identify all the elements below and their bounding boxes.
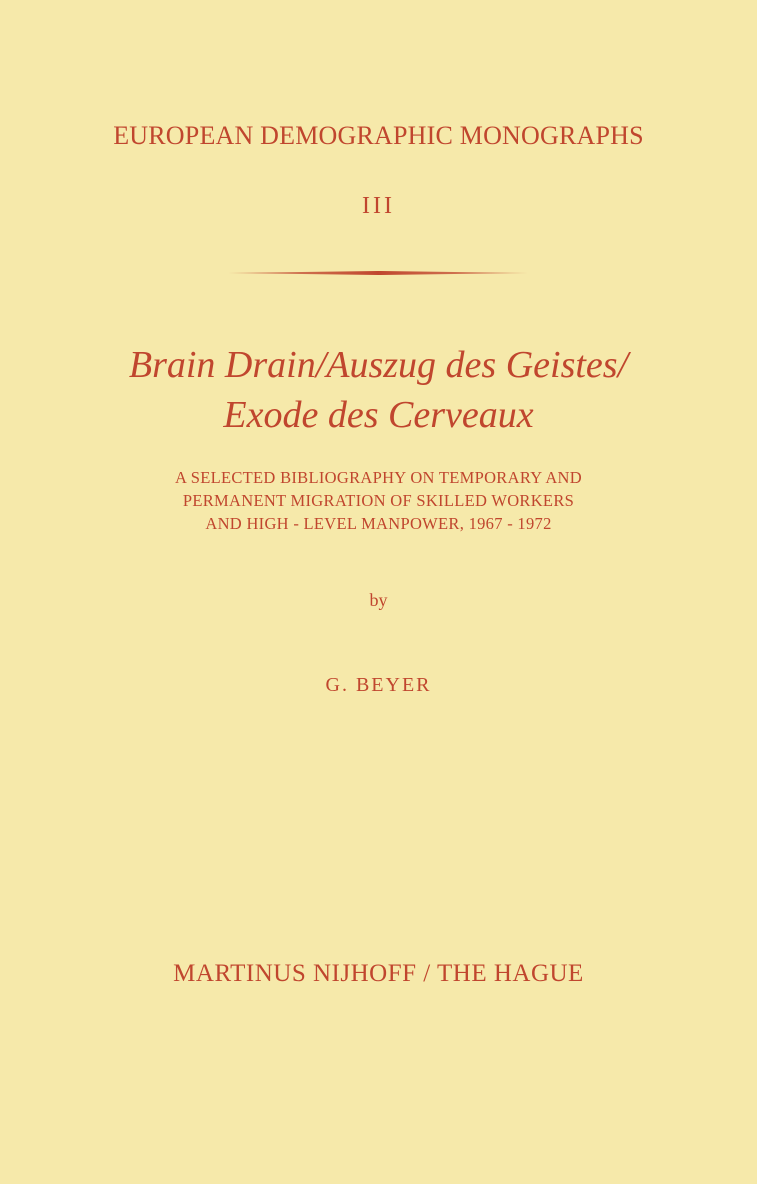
book-title-line-1: Brain Drain/Auszug des Geistes/: [128, 344, 629, 386]
book-title-line-2: Exode des Cerveaux: [223, 394, 534, 436]
publisher: MARTINUS NIJHOFF / THE HAGUE: [173, 960, 584, 987]
by-label: by: [369, 590, 388, 610]
author-name: G. BEYER: [325, 674, 432, 696]
subtitle-line: AND HIGH - LEVEL MANPOWER, 1967 - 1972: [205, 514, 552, 533]
series-title: EUROPEAN DEMOGRAPHIC MONOGRAPHS: [113, 121, 644, 150]
subtitle-line: PERMANENT MIGRATION OF SKILLED WORKERS: [182, 491, 575, 510]
subtitle-line: A SELECTED BIBLIOGRAPHY ON TEMPORARY AND: [175, 468, 582, 487]
decorative-rule: [228, 271, 528, 275]
volume-number: III: [362, 193, 395, 219]
